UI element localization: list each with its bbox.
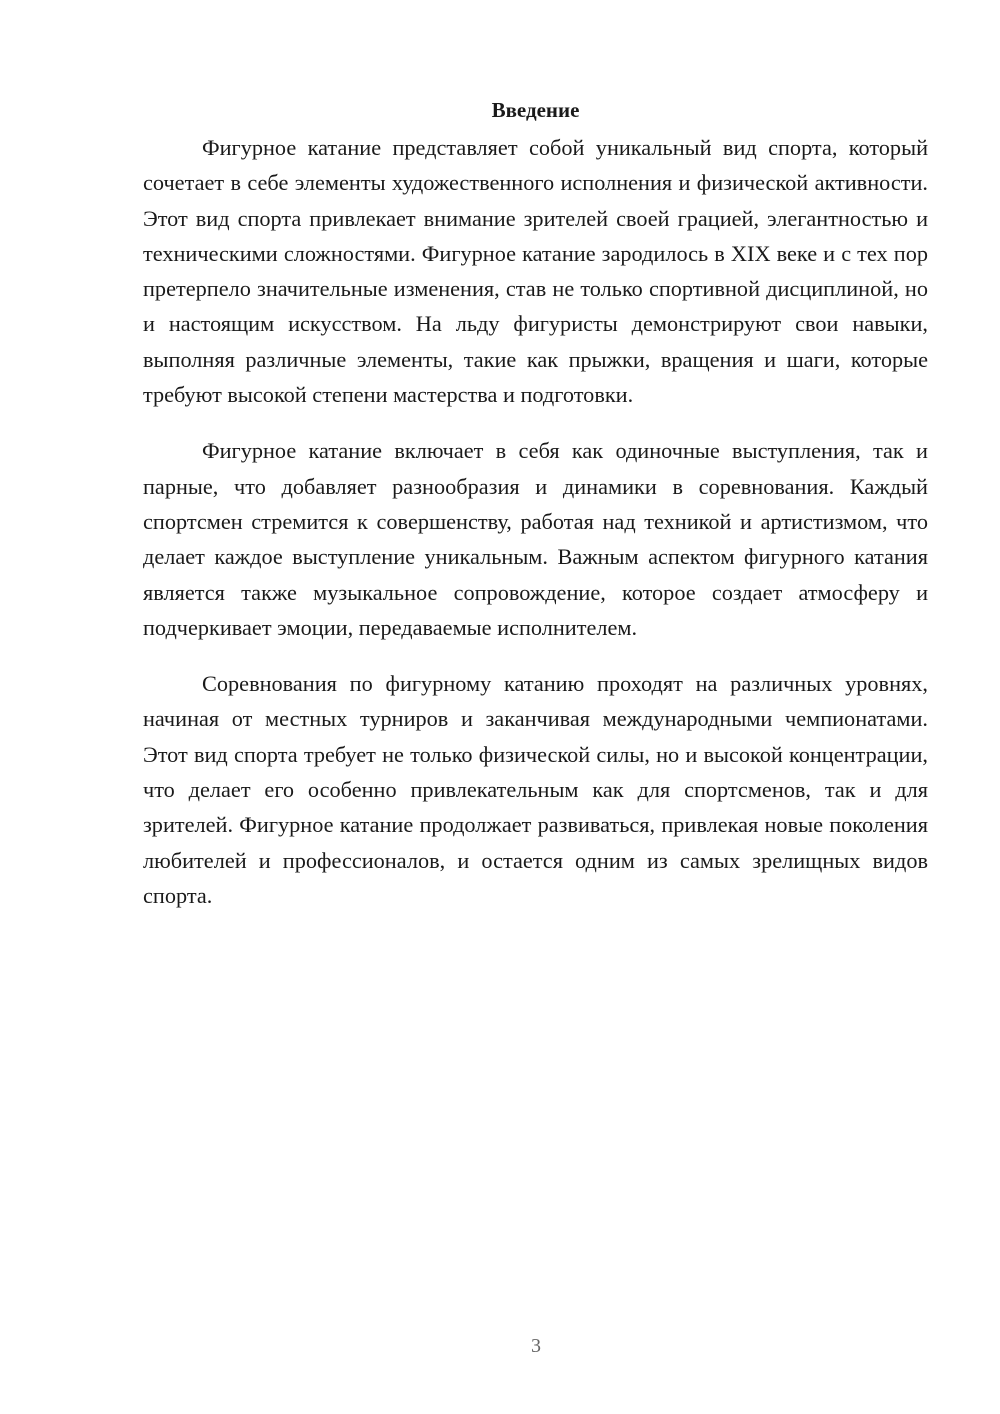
- paragraph-3: Соревнования по фигурному катанию проходят на различных уровнях, начиная от местных турниров и заканчивая международными чемпионатами. Этот вид спорта требует не только физической силы, но и высокой концентрации, что делает его особенно привлекательным как для спортсменов, так и для зрителей. Фигурное катание продолжает развиваться, привлекая новые поколения любителей и профессионалов, и остается одним из самых зрелищных видов спорта.: [143, 671, 928, 908]
- page-number: 3: [531, 1335, 541, 1357]
- section-title: Введение: [491, 98, 580, 122]
- paragraph-2: Фигурное катание включает в себя как одиночные выступления, так и парные, что добавляет разнообразия и динамики в соревнования. Каждый спортсмен стремится к совершенству, работая над техникой и артистизмом, что делает каждое выступление уникальным. Важным аспектом фигурного катания является также музыкальное сопровождение, которое создает атмосферу и подчеркивает эмоции, передаваемые исполнителем.: [143, 438, 928, 640]
- page-content: [143, 95, 928, 934]
- paragraph-1: Фигурное катание представляет собой уникальный вид спорта, который сочетает в себе элементы художественного исполнения и физической активности. Этот вид спорта привлекает внимание зрителей своей грацией, элегантностью и техническими сложностями. Фигурное катание зародилось в XIX веке и с тех пор претерпело значительные изменения, став не только спортивной дисциплиной, но и настоящим искусством. На льду фигуристы демонстрируют свои навыки, выполняя различные элементы, такие как прыжки, вращения и шаги, которые требуют высокой степени мастерства и подготовки.: [143, 135, 928, 408]
